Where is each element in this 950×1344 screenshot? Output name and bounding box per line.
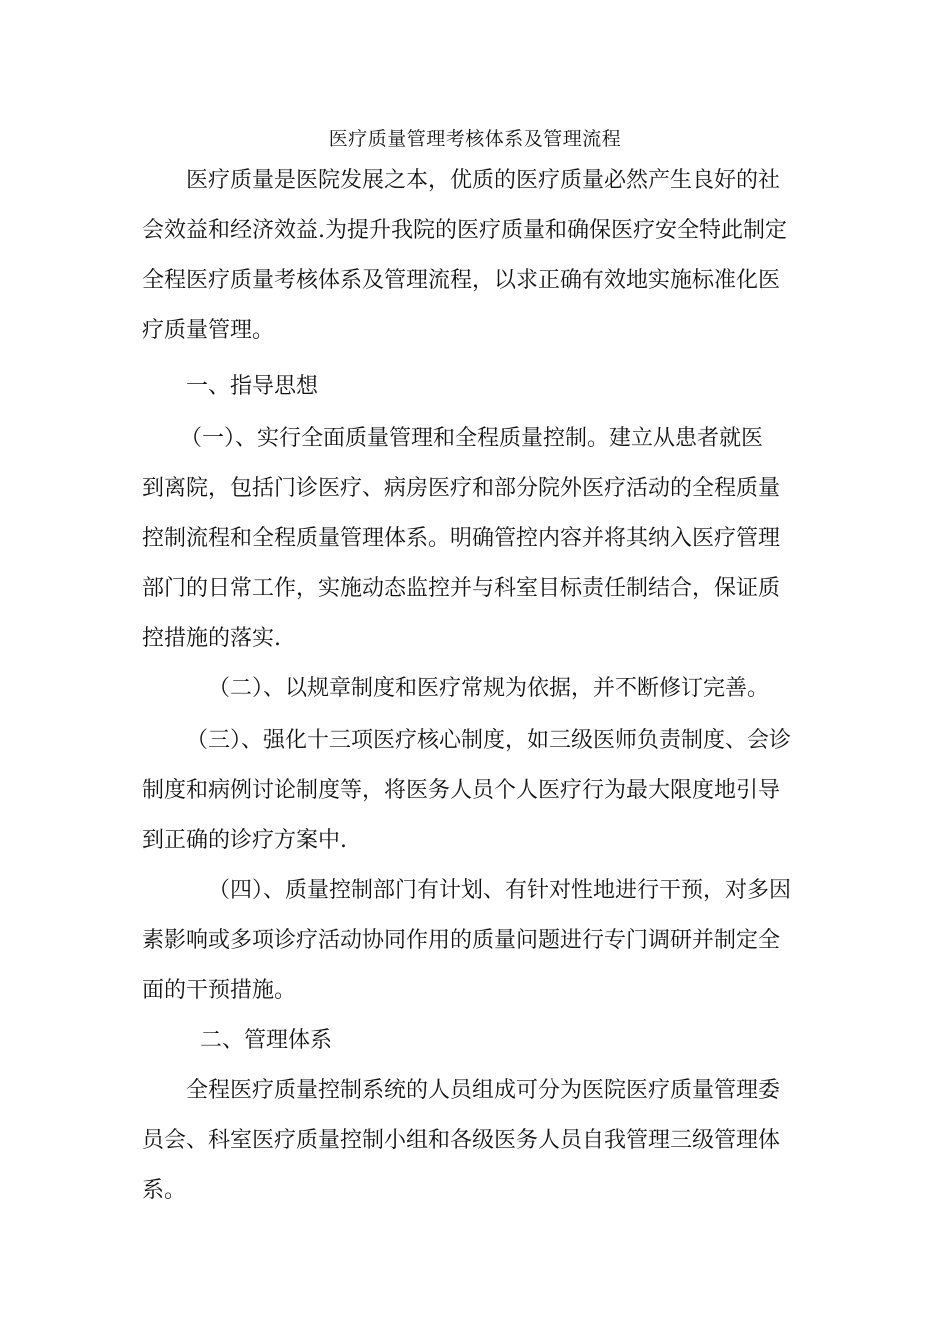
text-line: 部门的日常工作，实施动态监控并与科室目标责任制结合，保证质 [142,576,781,601]
text-line: 会效益和经济效益.为提升我院的医疗质量和确保医疗安全特此制定 [142,218,787,243]
text-line: 系。 [142,1178,187,1203]
item-2-paragraph [142,664,812,714]
item-3-paragraph [142,716,812,866]
text-line: 素影响或多项诊疗活动协同作用的质量问题进行专门调研并制定全 [142,928,781,953]
heading-text: 二、管理体系 [200,1028,333,1053]
text-line: 制度和病例讨论制度等，将医务人员个人医疗行为最大限度地引导 [142,778,781,803]
heading-text: 一、指导思想 [186,374,319,399]
item-1-paragraph [142,414,812,664]
system-paragraph [142,1066,812,1216]
section-heading-1 [142,362,812,412]
document-title: 医疗质量管理考核体系及管理流程 [328,128,622,150]
text-line: （四）、质量控制部门有计划、有针对性地进行干预，对多因 [208,878,792,903]
text-line: 疗质量管理。 [142,318,275,343]
text-line: 全程医疗质量考核体系及管理流程，以求正确有效地实施标准化医 [142,268,781,293]
text-line: 控措施的落实. [142,626,281,651]
text-line: 医疗质量是医院发展之本，优质的医疗质量必然产生良好的社 [186,168,781,193]
text-line: 控制流程和全程质量管理体系。明确管控内容并将其纳入医疗管理 [142,526,781,551]
intro-paragraph [142,156,812,356]
item-4-paragraph [142,866,812,1016]
text-line: 员会、科室医疗质量控制小组和各级医务人员自我管理三级管理体 [142,1128,781,1153]
text-line: 全程医疗质量控制系统的人员组成可分为医院医疗质量管理委 [186,1078,781,1103]
section-heading-2 [142,1016,812,1066]
text-line: 到离院，包括门诊医疗、病房医疗和部分院外医疗活动的全程质量 [142,476,781,501]
text-line: （三）、强化十三项医疗核心制度，如三级医师负责制度、会诊 [186,728,792,753]
text-line: 到正确的诊疗方案中. [142,828,347,853]
text-line: （一）、实行全面质量管理和全程质量控制。建立从患者就医 [180,426,764,451]
text-line: （二）、以规章制度和医疗常规为依据，并不断修订完善。 [208,676,770,701]
text-line: 面的干预措施。 [142,978,297,1003]
